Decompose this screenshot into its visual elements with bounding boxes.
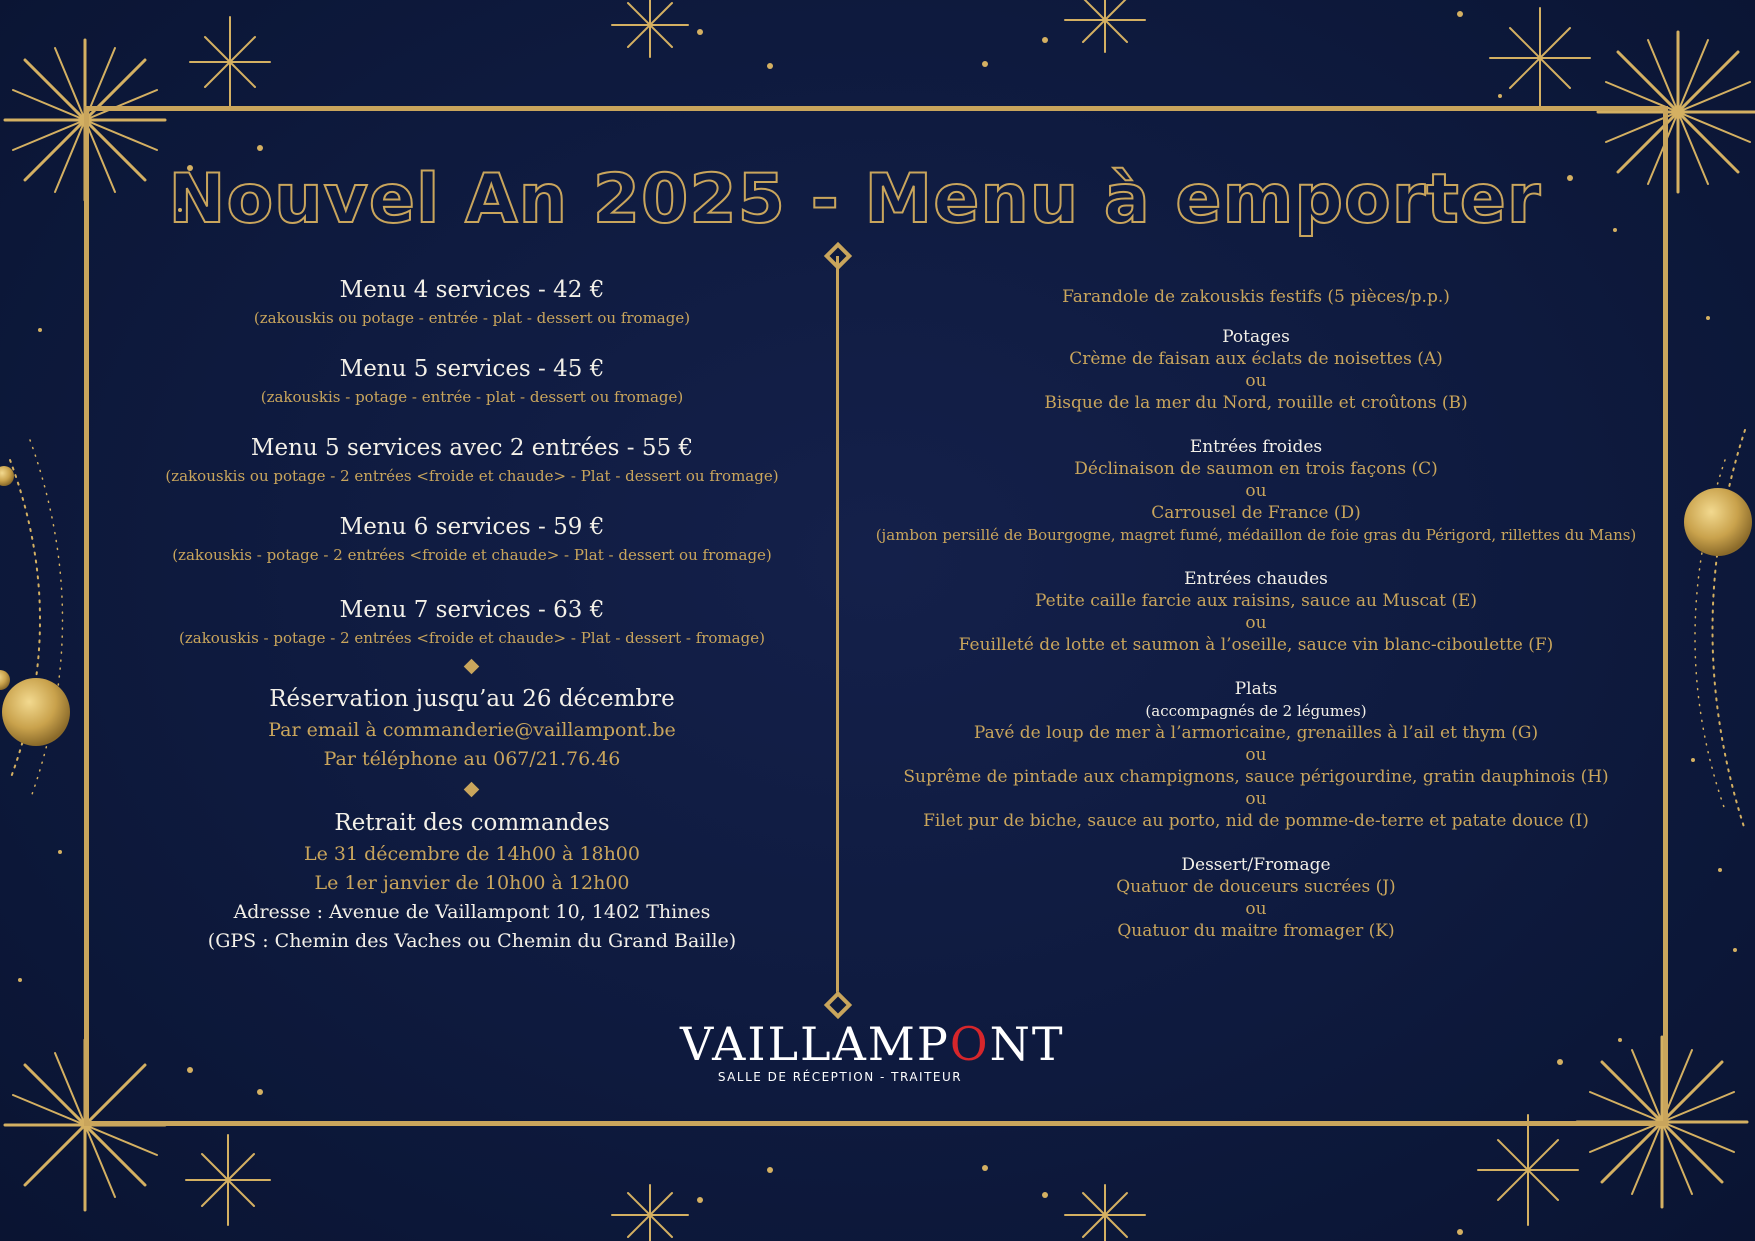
dish-item: Crème de faisan aux éclats de noisettes (A) <box>1069 349 1443 369</box>
star-icon <box>1490 8 1590 108</box>
glitter-ball <box>1684 488 1752 556</box>
dish-item: Filet pur de biche, sauce au porto, nid de pomme-de-terre et patate douce (I) <box>923 811 1589 831</box>
section-heading: Dessert/Fromage <box>1181 855 1331 875</box>
logo-text: NT <box>989 1017 1065 1071</box>
menu-offers-column <box>142 272 802 956</box>
dish-item: Déclinaison de saumon en trois façons (C) <box>1074 459 1438 479</box>
reservation-phone[interactable]: Par téléphone au 067/21.76.46 <box>323 748 621 770</box>
section-note: (accompagnés de 2 légumes) <box>1145 702 1367 720</box>
reservation-section <box>142 682 802 774</box>
dish-item: Quatuor de douceurs sucrées (J) <box>1116 877 1396 897</box>
menu-offer-title: Menu 5 services - 45 € <box>339 356 605 382</box>
dishes-column <box>856 286 1656 964</box>
section-diamond <box>464 659 480 675</box>
menu-offer <box>142 509 802 565</box>
star-icon <box>190 17 270 107</box>
menu-offer-title: Menu 6 services - 59 € <box>339 514 605 540</box>
menu-offer-detail: (zakouskis - potage - 2 entrées <froide et chaude> - Plat - dessert ou fromage) <box>172 546 772 564</box>
vertical-divider <box>836 256 839 1002</box>
dish-zakouskis: Farandole de zakouskis festifs (5 pièces/p.p.) <box>1062 287 1450 307</box>
menu-offer <box>142 272 802 328</box>
dish-detail: (jambon persillé de Bourgogne, magret fumé, médaillon de foie gras du Périgord, rillettes du Mans) <box>875 526 1637 544</box>
or-separator: ou <box>1245 745 1267 765</box>
pickup-gps: (GPS : Chemin des Vaches ou Chemin du Grand Baille) <box>207 930 737 952</box>
glitter-ball <box>2 678 70 746</box>
reservation-email[interactable]: Par email à commanderie@vaillampont.be <box>268 719 676 741</box>
glitter-ball <box>0 466 14 486</box>
section-heading: Entrées chaudes <box>1184 569 1328 589</box>
section-diamond <box>464 782 480 798</box>
or-separator: ou <box>1245 613 1267 633</box>
vaillampont-logo <box>680 1016 1065 1084</box>
dish-item: Quatuor du maitre fromager (K) <box>1117 921 1395 941</box>
star-icon <box>186 1135 270 1225</box>
pickup-date: Le 1er janvier de 10h00 à 12h00 <box>314 872 630 894</box>
star-icon <box>1065 0 1145 52</box>
menu-offer <box>142 430 802 486</box>
menu-offer-title: Menu 5 services avec 2 entrées - 55 € <box>250 435 694 461</box>
dish-item: Carrousel de France (D) <box>1151 503 1361 523</box>
logo-cross-icon: O <box>949 1017 990 1071</box>
menu-offer-title: Menu 7 services - 63 € <box>339 597 605 623</box>
section-entrees-froides <box>856 436 1656 546</box>
section-heading: Potages <box>1222 327 1290 347</box>
pickup-address: Adresse : Avenue de Vaillampont 10, 1402 Thines <box>233 901 711 923</box>
pickup-date: Le 31 décembre de 14h00 à 18h00 <box>304 843 640 865</box>
dish-item: Suprême de pintade aux champignons, sauce périgourdine, gratin dauphinois (H) <box>903 767 1609 787</box>
menu-offer-detail: (zakouskis ou potage - 2 entrées <froide et chaude> - Plat - dessert ou fromage) <box>165 467 779 485</box>
logo-wordmark <box>680 1016 1065 1072</box>
dish-item: Petite caille farcie aux raisins, sauce au Muscat (E) <box>1034 591 1478 611</box>
reservation-title: Réservation jusqu’au 26 décembre <box>269 686 675 712</box>
menu-offer-detail: (zakouskis ou potage - entrée - plat - dessert ou fromage) <box>253 309 691 327</box>
pickup-section <box>142 806 802 956</box>
section-heading: Entrées froides <box>1189 437 1323 457</box>
logo-text: VAILLAMP <box>680 1017 950 1071</box>
menu-offer <box>142 351 802 407</box>
star-icon <box>612 0 688 57</box>
page-title: Nouvel An 2025 - Menu à emporter <box>168 160 1542 239</box>
menu-offer-title: Menu 4 services - 42 € <box>339 277 605 303</box>
dish-item: Feuilleté de lotte et saumon à l’oseille, sauce vin blanc-ciboulette (F) <box>958 635 1554 655</box>
dish-item: Bisque de la mer du Nord, rouille et croûtons (B) <box>1044 393 1468 413</box>
or-separator: ou <box>1245 789 1267 809</box>
star-icon <box>612 1185 688 1241</box>
section-entrees-chaudes <box>856 568 1656 656</box>
logo-subtitle: SALLE DE RÉCEPTION - TRAITEUR <box>717 1070 963 1084</box>
section-dessert <box>856 854 1656 942</box>
or-separator: ou <box>1245 481 1267 501</box>
section-potages <box>856 326 1656 414</box>
section-plats <box>856 678 1656 832</box>
dish-item: Pavé de loup de mer à l’armoricaine, grenailles à l’ail et thym (G) <box>973 723 1539 743</box>
menu-offer <box>142 592 802 648</box>
star-icon <box>1065 1185 1145 1241</box>
or-separator: ou <box>1245 899 1267 919</box>
menu-offer-detail: (zakouskis - potage - entrée - plat - dessert ou fromage) <box>260 388 684 406</box>
glitter-ball <box>0 670 10 690</box>
section-heading: Plats <box>1234 679 1278 699</box>
star-icon <box>1478 1115 1578 1225</box>
menu-offer-detail: (zakouskis - potage - 2 entrées <froide et chaude> - Plat - dessert - fromage) <box>179 629 765 647</box>
pickup-title: Retrait des commandes <box>334 810 610 836</box>
or-separator: ou <box>1245 371 1267 391</box>
